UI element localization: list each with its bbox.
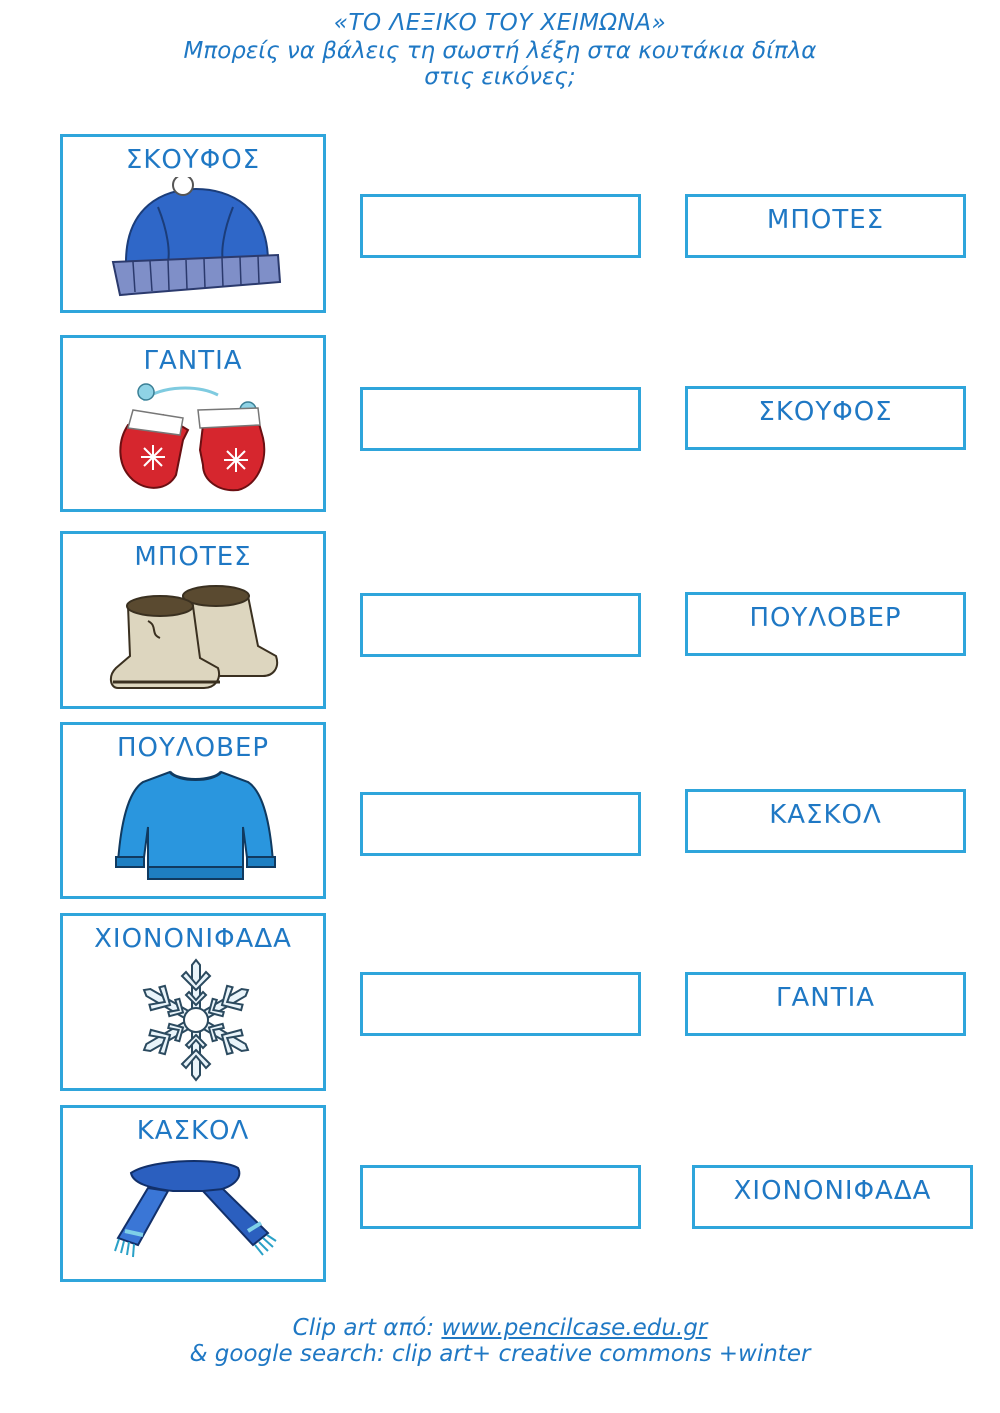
word-tile-label: ΣΚΟΥΦΟΣ [758, 397, 893, 427]
word-tile-label: ΓΑΝΤΙΑ [775, 983, 876, 1013]
answer-field-1[interactable] [360, 194, 641, 258]
answer-field-5[interactable] [360, 972, 641, 1036]
card-label: ΜΠΟΤΕΣ [134, 542, 252, 572]
answer-field-6[interactable] [360, 1165, 641, 1229]
word-tile[interactable] [685, 386, 966, 450]
answer-field-4[interactable] [360, 792, 641, 856]
answer-field-2[interactable] [360, 387, 641, 451]
card-label: ΚΑΣΚΟΛ [136, 1116, 250, 1146]
word-tile[interactable] [685, 592, 966, 656]
word-tile-label: ΜΠΟΤΕΣ [766, 205, 885, 235]
word-tile-label: ΚΑΣΚΟΛ [769, 800, 882, 830]
scarf-icon [113, 1153, 278, 1268]
answer-field-3[interactable] [360, 593, 641, 657]
sweater-icon [108, 767, 283, 887]
card-label: ΓΑΝΤΙΑ [143, 346, 243, 376]
page-title: «ΤΟ ΛΕΞΙΚΟ ΤΟΥ ΧΕΙΜΩΝΑ» [333, 10, 667, 36]
boots-icon [108, 576, 283, 696]
picture-card-boots [60, 531, 326, 709]
credit-prefix: Clip art από: [292, 1315, 442, 1341]
card-label: ΣΚΟΥΦΟΣ [125, 145, 261, 175]
instruction-line-2: στις εικόνες; [424, 64, 576, 90]
word-tile[interactable] [685, 789, 966, 853]
picture-card-sweater [60, 722, 326, 899]
credit-line-2: & google search: clip art+ creative commons +winter [189, 1341, 811, 1367]
card-label: ΧΙΟΝΟΝΙΦΑΔΑ [94, 924, 292, 954]
word-tile-label: ΧΙΟΝΟΝΙΦΑΔΑ [733, 1176, 932, 1206]
word-tile[interactable] [685, 194, 966, 258]
picture-card-snowflake [60, 913, 326, 1091]
picture-card-scarf [60, 1105, 326, 1282]
instruction-line-1: Μπορείς να βάλεις τη σωστή λέξη στα κουτάκια δίπλα [183, 38, 817, 64]
word-tile[interactable] [685, 972, 966, 1036]
snowflake-icon [111, 958, 281, 1083]
card-label: ΠΟΥΛΟΒΕΡ [116, 733, 270, 763]
mittens-icon [108, 380, 283, 500]
word-tile[interactable] [692, 1165, 973, 1229]
credit-line [0, 1315, 1000, 1341]
credit-link[interactable]: www.pencilcase.edu.gr [441, 1315, 708, 1341]
winter-hat-icon [108, 177, 283, 297]
word-tile-label: ΠΟΥΛΟΒΕΡ [749, 603, 902, 633]
picture-card-hat [60, 134, 326, 313]
picture-card-mittens [60, 335, 326, 512]
